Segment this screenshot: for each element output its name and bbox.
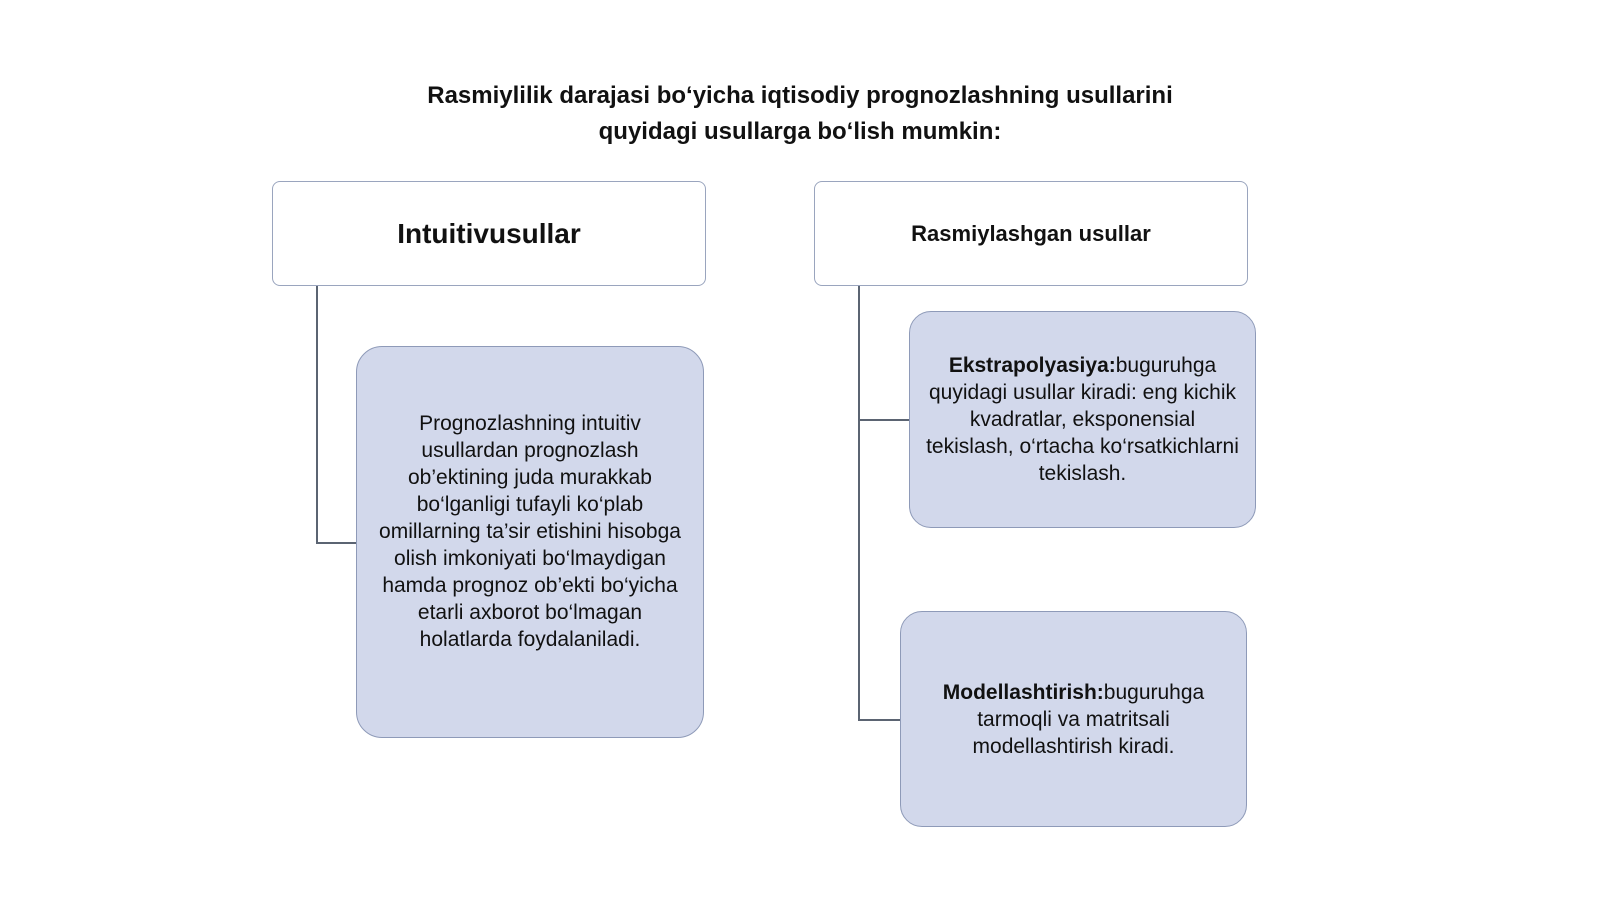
modelling-box <box>900 611 1247 827</box>
intuitive-methods-header <box>272 181 706 286</box>
formal-methods-header-label: Rasmiylashgan usullar <box>911 220 1151 246</box>
connector-right-horizontal-2 <box>858 719 900 721</box>
connector-right-vertical <box>858 286 860 720</box>
title-line-1: Rasmiylilik darajasi bo‘yicha iqtisodiy prognozlashning usullarini <box>427 82 1173 109</box>
extrapolation-description: buguruhga quyidagi usullar kiradi: eng kichik kvadratlar, eksponensial tekislash, o‘rtacha ko‘rsatkichlarni tekislash. <box>926 354 1239 485</box>
connector-left-horizontal <box>316 542 356 544</box>
connector-left-vertical <box>316 286 318 543</box>
extrapolation-term: Ekstrapolyasiya: <box>948 354 1116 377</box>
modelling-term: Modellashtirish: <box>942 680 1104 704</box>
intuitive-methods-description <box>356 346 704 738</box>
extrapolation-box <box>909 311 1256 528</box>
modelling-description: buguruhga tarmoqli va matritsali modellashtirish kiradi. <box>972 680 1205 758</box>
intuitive-methods-description-text: Prognozlashning intuitiv usullardan prognozlash ob’ektining juda murakkab bo‘lganligi tufayli ko‘plab omillarning ta’sir etishini hisobga olish imkoniyati bo‘lmaydigan hamda prognoz ob’ekti bo‘yicha etarli axborot bo‘lmagan holatlarda foydalaniladi. <box>379 411 681 651</box>
modelling-text <box>917 679 1230 760</box>
intuitive-methods-header-label: Intuitivusullar <box>397 217 581 249</box>
formal-methods-header <box>814 181 1248 286</box>
title-line-2: quyidagi usullarga bo‘lish mumkin: <box>598 118 1002 145</box>
slide-title <box>300 78 1300 150</box>
extrapolation-text <box>926 352 1239 487</box>
connector-right-horizontal-1 <box>858 419 909 421</box>
